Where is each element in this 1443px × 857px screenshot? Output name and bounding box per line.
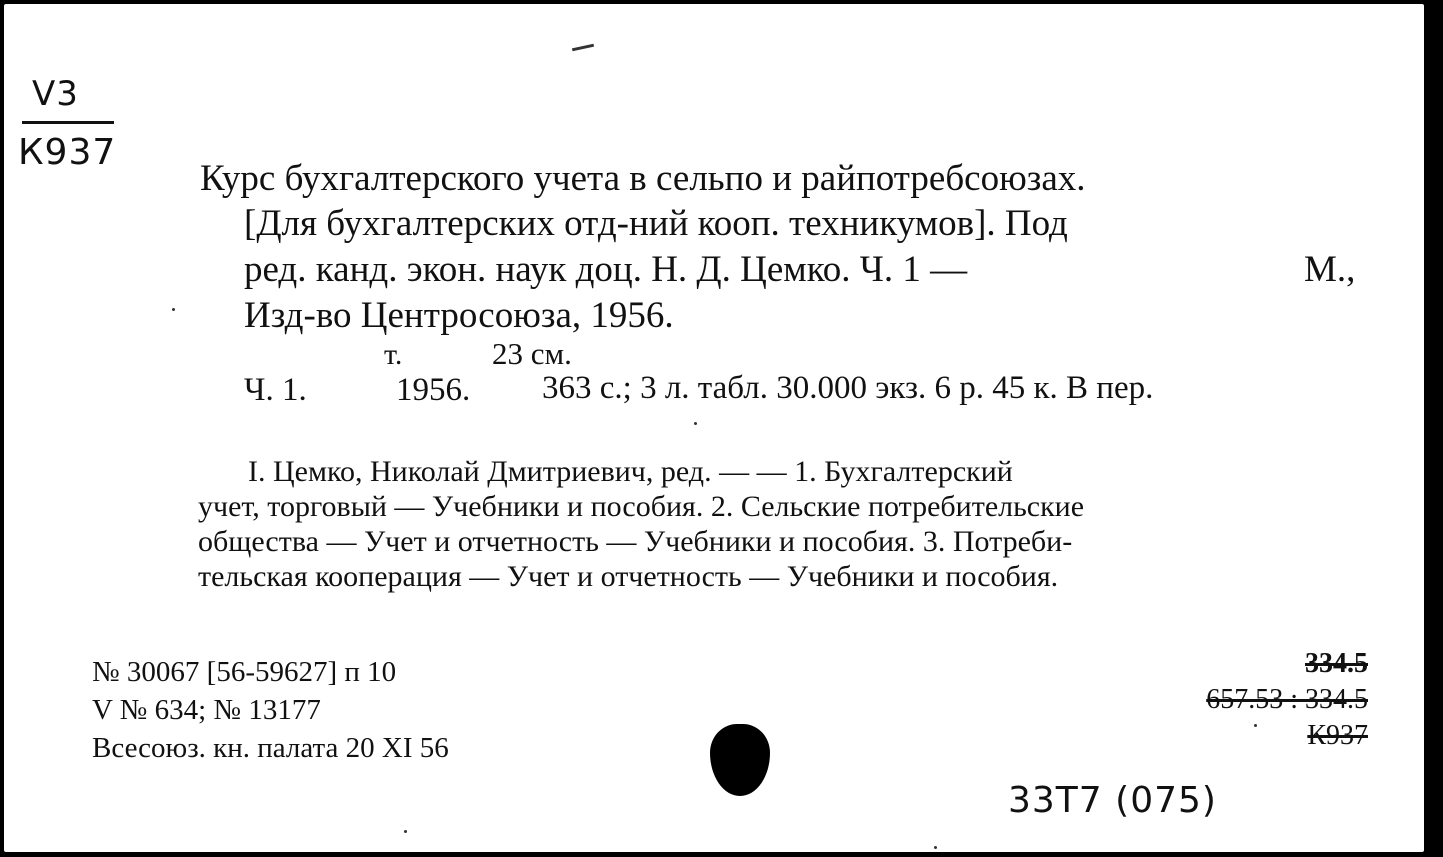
subject-line-3: общества — Учет и отчетность — Учебники и пособия. 3. Потреби-: [198, 525, 1073, 558]
scan-border: [1424, 4, 1443, 857]
shelf-class: 334.5: [1305, 648, 1368, 679]
speck: [694, 422, 697, 425]
title-line-2: [Для бухгалтерских отд-ний кооп. техникумов]. Под: [244, 203, 1068, 244]
subject-line-4: тельская кооперация — Учет и отчетность — Учебники и пособия.: [198, 560, 1059, 593]
catalog-card: [4, 4, 1424, 852]
title-line-1: Курс бухгалтерского учета в сельпо и райпотребсоюзах.: [200, 158, 1086, 199]
speck: [172, 308, 175, 311]
collation-details: 363 с.; 3 л. табл. 30.000 экз. 6 р. 45 к. В пер.: [542, 370, 1154, 406]
title-line-3: ред. канд. экон. наук доц. Н. Д. Цемко. Ч. 1 —: [244, 249, 968, 290]
title-line-4: Изд-во Центросоюза, 1956.: [244, 295, 674, 336]
ink-blot: [710, 724, 770, 796]
title-line-3-place: М.,: [1304, 249, 1356, 290]
shelf-author-code: К937: [1307, 720, 1368, 751]
call-mark-class: V3: [32, 74, 79, 114]
registry-line-1: № 30067 [56-59627] п 10: [92, 656, 397, 688]
part-year: 1956.: [396, 372, 471, 408]
registry-line-3: Всесоюз. кн. палата 20 XI 56: [92, 732, 449, 764]
volumes-label: т.: [384, 338, 403, 371]
subject-line-1: I. Цемко, Николай Дмитриевич, ред. — — 1. Бухгалтерский: [248, 455, 1013, 488]
part-label: Ч. 1.: [244, 372, 307, 408]
call-mark-author-code: К937: [18, 132, 117, 173]
handwritten-class-note: 33Т7 (075): [1008, 780, 1217, 821]
speck: [1254, 724, 1257, 727]
speck: [404, 830, 407, 833]
subject-line-2: учет, торговый — Учебники и пособия. 2. Сельские потребительские: [198, 490, 1085, 523]
registry-line-2: V № 634; № 13177: [92, 694, 321, 726]
shelf-class-full: 657.53 : 334.5: [1206, 684, 1368, 715]
call-mark-divider: [22, 121, 114, 124]
speck: [934, 846, 937, 849]
size: 23 см.: [492, 336, 572, 371]
pencil-tick-mark: [572, 44, 594, 52]
